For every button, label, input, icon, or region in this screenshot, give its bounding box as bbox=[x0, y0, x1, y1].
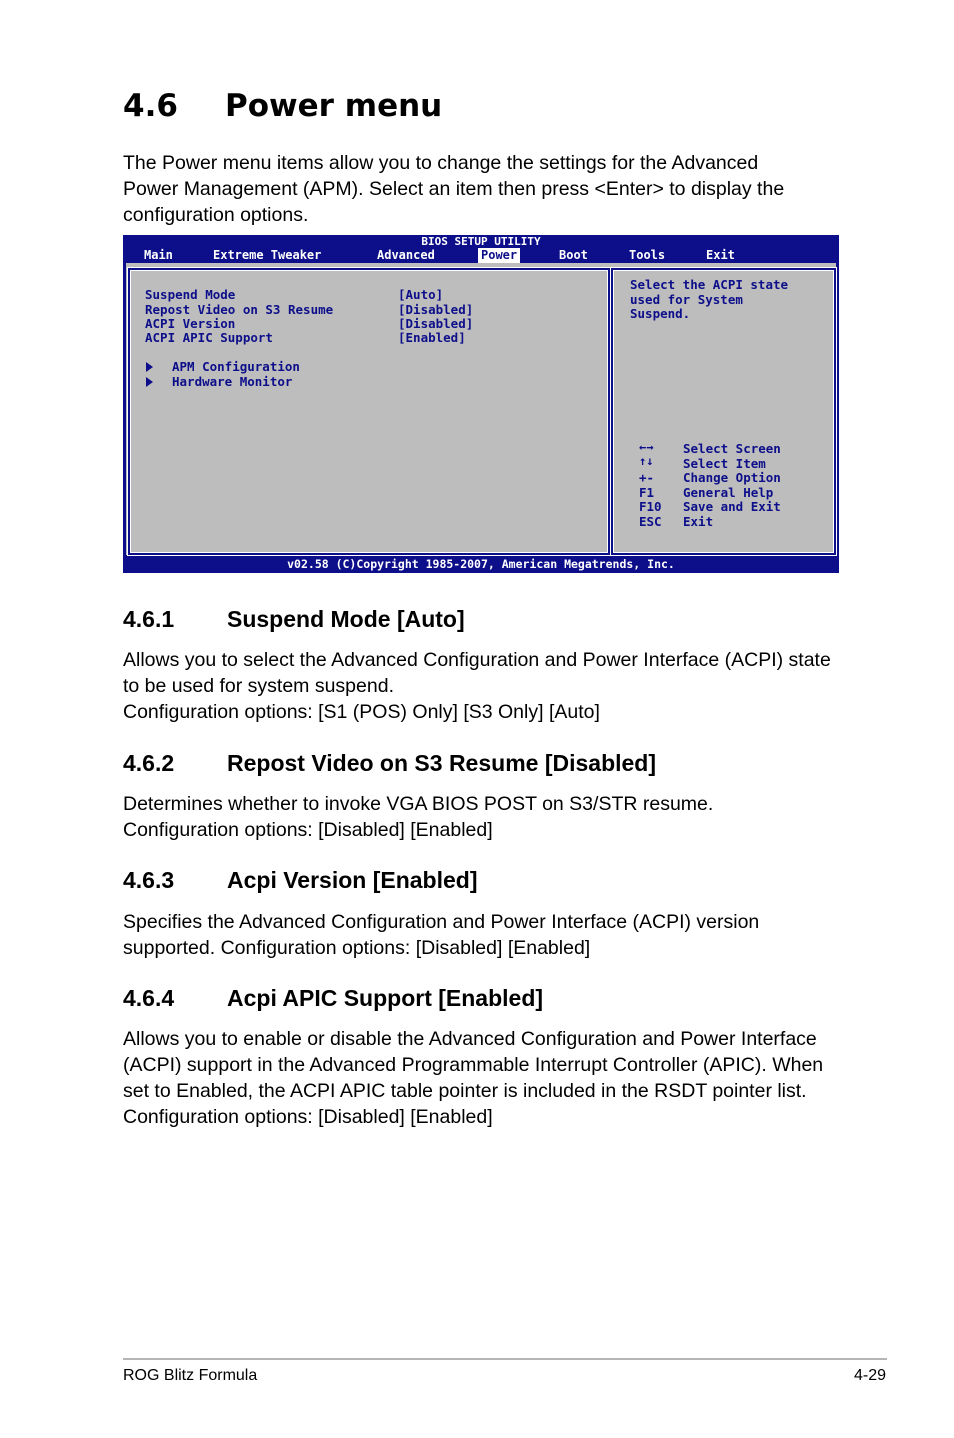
section-title: Acpi APIC Support [Enabled] bbox=[227, 985, 544, 1011]
key-name: F1 bbox=[639, 485, 655, 500]
section-number: 4.6.4 bbox=[123, 985, 175, 1011]
tab-tools[interactable]: Tools bbox=[629, 248, 666, 262]
section-title: Acpi Version [Enabled] bbox=[227, 867, 478, 893]
section-title: Repost Video on S3 Resume [Disabled] bbox=[227, 750, 657, 776]
intro-line: configuration options. bbox=[123, 204, 309, 226]
item-label-suspend-mode[interactable]: Suspend Mode bbox=[145, 287, 236, 302]
section-line: Determines whether to invoke VGA BIOS POST on S3/STR resume. bbox=[123, 793, 714, 815]
submenu-arrow-icon bbox=[146, 362, 153, 372]
help-text-line: used for System bbox=[630, 292, 743, 307]
help-text-line: Suspend. bbox=[630, 306, 691, 321]
key-action: Exit bbox=[683, 514, 714, 529]
key-name: ESC bbox=[639, 514, 662, 529]
bios-copyright: v02.58 (C)Copyright 1985-2007, American Megatrends, Inc. bbox=[287, 557, 675, 571]
section-line: (ACPI) support in the Advanced Programmable Interrupt Controller (APIC). When bbox=[123, 1054, 824, 1076]
key-action: Save and Exit bbox=[683, 499, 781, 514]
section-number: 4.6.3 bbox=[123, 867, 175, 893]
item-label-acpi-apic[interactable]: ACPI APIC Support bbox=[145, 330, 273, 345]
submenu-apm-configuration[interactable]: APM Configuration bbox=[172, 359, 300, 374]
tab-advanced[interactable]: Advanced bbox=[377, 248, 435, 262]
section-title: Suspend Mode [Auto] bbox=[227, 606, 465, 632]
submenu-hardware-monitor[interactable]: Hardware Monitor bbox=[172, 374, 293, 389]
footer-rule bbox=[123, 1358, 887, 1360]
section-line: Configuration options: [Disabled] [Enabled] bbox=[123, 1106, 493, 1128]
left-right-arrow-icon: ←→ bbox=[639, 440, 654, 454]
tab-extreme-tweaker[interactable]: Extreme Tweaker bbox=[213, 248, 322, 262]
key-action: General Help bbox=[683, 485, 774, 500]
section-line: Allows you to select the Advanced Configuration and Power Interface (ACPI) state bbox=[123, 649, 831, 671]
help-text-line: Select the ACPI state bbox=[630, 277, 789, 292]
item-label-acpi-version[interactable]: ACPI Version bbox=[145, 316, 236, 331]
tab-boot[interactable]: Boot bbox=[559, 248, 588, 262]
section-body bbox=[123, 791, 843, 843]
section-line: supported. Configuration options: [Disabled] [Enabled] bbox=[123, 937, 591, 959]
footer-page-number: 4-29 bbox=[853, 1367, 886, 1384]
section-line: Specifies the Advanced Configuration and Power Interface (ACPI) version bbox=[123, 911, 760, 933]
page-title bbox=[123, 88, 442, 124]
section-line: Configuration options: [Disabled] [Enabled] bbox=[123, 819, 493, 841]
section-line: Configuration options: [S1 (POS) Only] [S3 Only] [Auto] bbox=[123, 701, 600, 723]
section-line: Allows you to enable or disable the Advanced Configuration and Power Interface bbox=[123, 1028, 817, 1050]
section-line: to be used for system suspend. bbox=[123, 675, 394, 697]
tab-exit[interactable]: Exit bbox=[706, 248, 735, 262]
section-body bbox=[123, 647, 843, 725]
key-action: Select Item bbox=[683, 456, 766, 471]
section-heading bbox=[123, 867, 478, 894]
footer-product-name: ROG Blitz Formula bbox=[123, 1367, 258, 1384]
item-value-repost-video[interactable]: [Disabled] bbox=[398, 302, 474, 317]
tab-power[interactable]: Power bbox=[478, 248, 520, 263]
item-value-acpi-apic[interactable]: [Enabled] bbox=[398, 330, 466, 345]
item-label-repost-video[interactable]: Repost Video on S3 Resume bbox=[145, 302, 334, 317]
key-name: +- bbox=[639, 470, 655, 485]
tab-main[interactable]: Main bbox=[144, 248, 173, 262]
intro-line: Power Management (APM). Select an item then press <Enter> to display the bbox=[123, 178, 785, 200]
section-heading bbox=[123, 985, 543, 1012]
page-title-text: Power menu bbox=[225, 88, 443, 124]
key-name: F10 bbox=[639, 499, 662, 514]
bios-title: BIOS SETUP UTILITY bbox=[421, 235, 541, 248]
section-heading bbox=[123, 750, 656, 777]
section-body bbox=[123, 909, 843, 961]
bios-screenshot bbox=[123, 235, 839, 573]
item-value-acpi-version[interactable]: [Disabled] bbox=[398, 316, 474, 331]
bios-tab-bar bbox=[123, 248, 839, 263]
submenu-arrow-icon bbox=[146, 377, 153, 387]
page-title-number: 4.6 bbox=[123, 88, 178, 124]
section-number: 4.6.1 bbox=[123, 606, 175, 632]
item-value-suspend-mode[interactable]: [Auto] bbox=[398, 287, 444, 302]
section-body bbox=[123, 1026, 843, 1130]
up-down-arrow-icon: ↑↓ bbox=[639, 454, 654, 468]
key-action: Change Option bbox=[683, 470, 781, 485]
intro-paragraph bbox=[123, 150, 843, 228]
intro-line: The Power menu items allow you to change the settings for the Advanced bbox=[123, 152, 759, 174]
section-line: set to Enabled, the ACPI APIC table pointer is included in the RSDT pointer list. bbox=[123, 1080, 807, 1102]
section-heading bbox=[123, 606, 465, 633]
section-number: 4.6.2 bbox=[123, 750, 175, 776]
key-action: Select Screen bbox=[683, 441, 781, 456]
